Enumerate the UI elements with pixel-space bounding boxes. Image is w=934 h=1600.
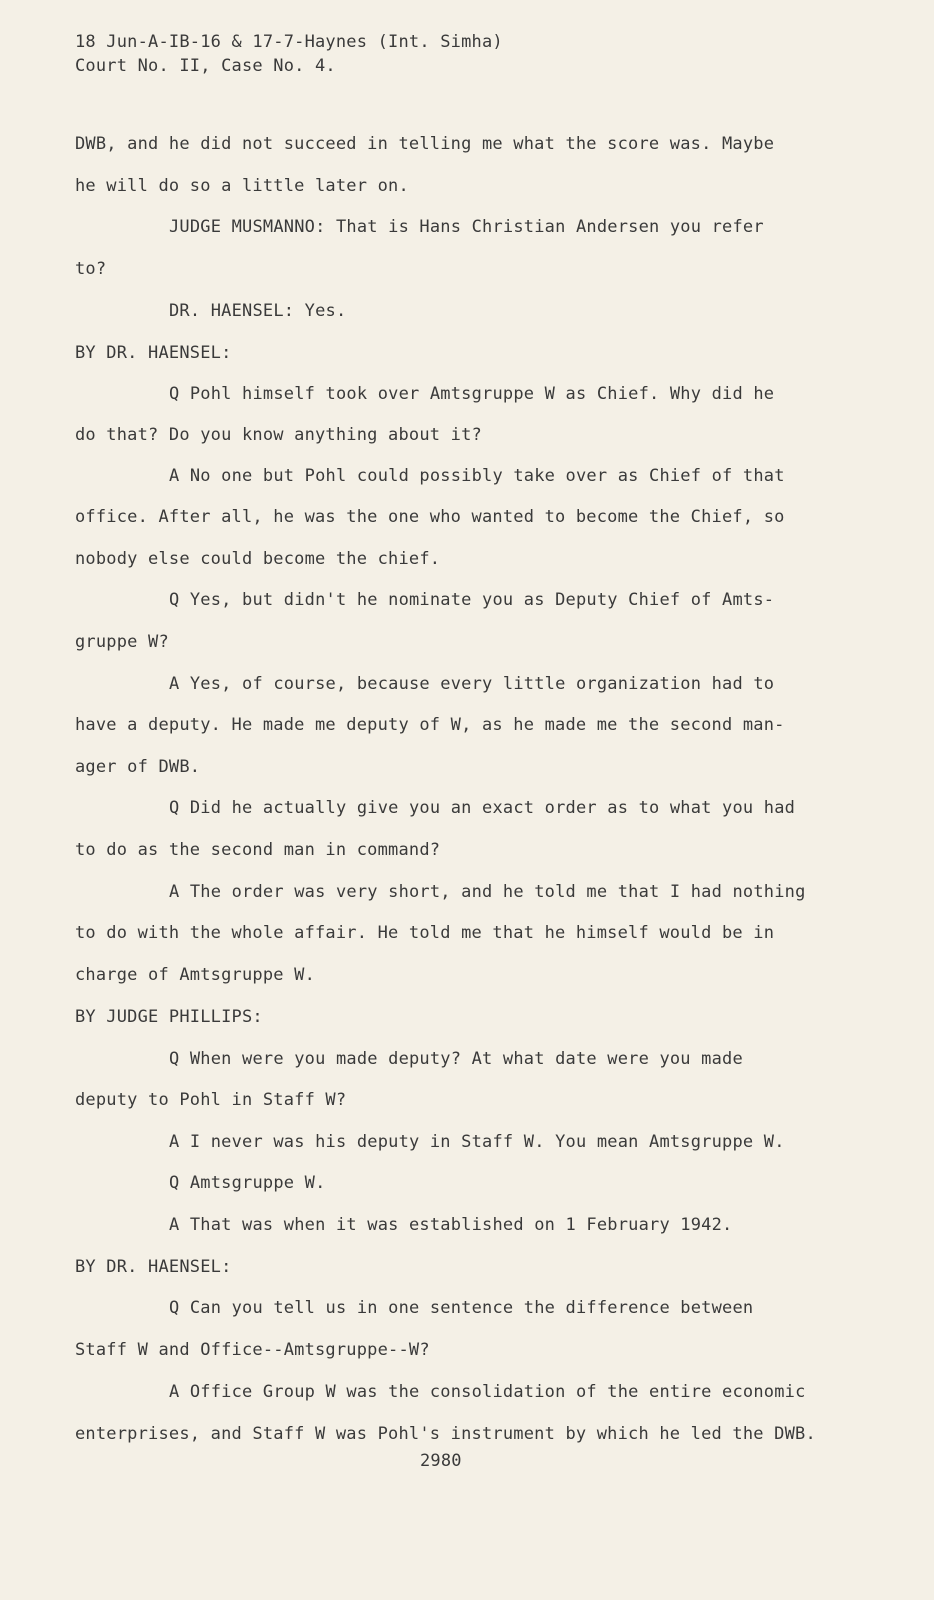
body-line: A No one but Pohl could possibly take over as Chief of that xyxy=(169,466,785,486)
header-line-1: 18 Jun-A-IB-16 & 17-7-Haynes (Int. Simha) xyxy=(75,32,503,52)
body-line: to? xyxy=(75,259,107,279)
body-line: DWB, and he did not succeed in telling me what the score was. Maybe xyxy=(75,134,775,154)
header-line-2: Court No. II, Case No. 4. xyxy=(75,56,336,76)
body-line: A Yes, of course, because every little organization had to xyxy=(169,674,775,694)
body-line: to do with the whole affair. He told me that he himself would be in xyxy=(75,923,775,943)
body-line: he will do so a little later on. xyxy=(75,176,409,196)
body-line: ager of DWB. xyxy=(75,757,201,777)
body-line: A The order was very short, and he told me that I had nothing xyxy=(169,882,806,902)
body-line: do that? Do you know anything about it? xyxy=(75,425,482,445)
body-line: gruppe W? xyxy=(75,632,169,652)
body-line: nobody else could become the chief. xyxy=(75,549,441,569)
body-line: charge of Amtsgruppe W. xyxy=(75,965,316,985)
body-line: DR. HAENSEL: Yes. xyxy=(169,301,347,321)
body-line: A That was when it was established on 1 February 1942. xyxy=(169,1215,733,1235)
body-line: to do as the second man in command? xyxy=(75,840,441,860)
body-line: JUDGE MUSMANNO: That is Hans Christian Andersen you refer xyxy=(169,217,764,237)
body-line: Staff W and Office--Amtsgruppe--W? xyxy=(75,1340,430,1360)
body-line: enterprises, and Staff W was Pohl's instrument by which he led the DWB. xyxy=(75,1424,816,1444)
page-number: 2980 xyxy=(420,1451,462,1471)
body-line: Q When were you made deputy? At what date were you made xyxy=(169,1049,743,1069)
body-line: A I never was his deputy in Staff W. You mean Amtsgruppe W. xyxy=(169,1132,785,1152)
body-line: A Office Group W was the consolidation of the entire economic xyxy=(169,1382,806,1402)
body-line: Q Can you tell us in one sentence the difference between xyxy=(169,1298,754,1318)
speaker-heading: BY JUDGE PHILLIPS: xyxy=(75,1007,263,1027)
body-line: Q Did he actually give you an exact order as to what you had xyxy=(169,798,796,818)
body-line: Q Amtsgruppe W. xyxy=(169,1173,326,1193)
speaker-heading: BY DR. HAENSEL: xyxy=(75,1257,232,1277)
speaker-heading: BY DR. HAENSEL: xyxy=(75,343,232,363)
body-line: Q Yes, but didn't he nominate you as Deputy Chief of Amts- xyxy=(169,590,775,610)
body-line: deputy to Pohl in Staff W? xyxy=(75,1090,347,1110)
body-line: have a deputy. He made me deputy of W, as he made me the second man- xyxy=(75,715,785,735)
body-line: Q Pohl himself took over Amtsgruppe W as Chief. Why did he xyxy=(169,384,775,404)
body-line: office. After all, he was the one who wanted to become the Chief, so xyxy=(75,507,785,527)
